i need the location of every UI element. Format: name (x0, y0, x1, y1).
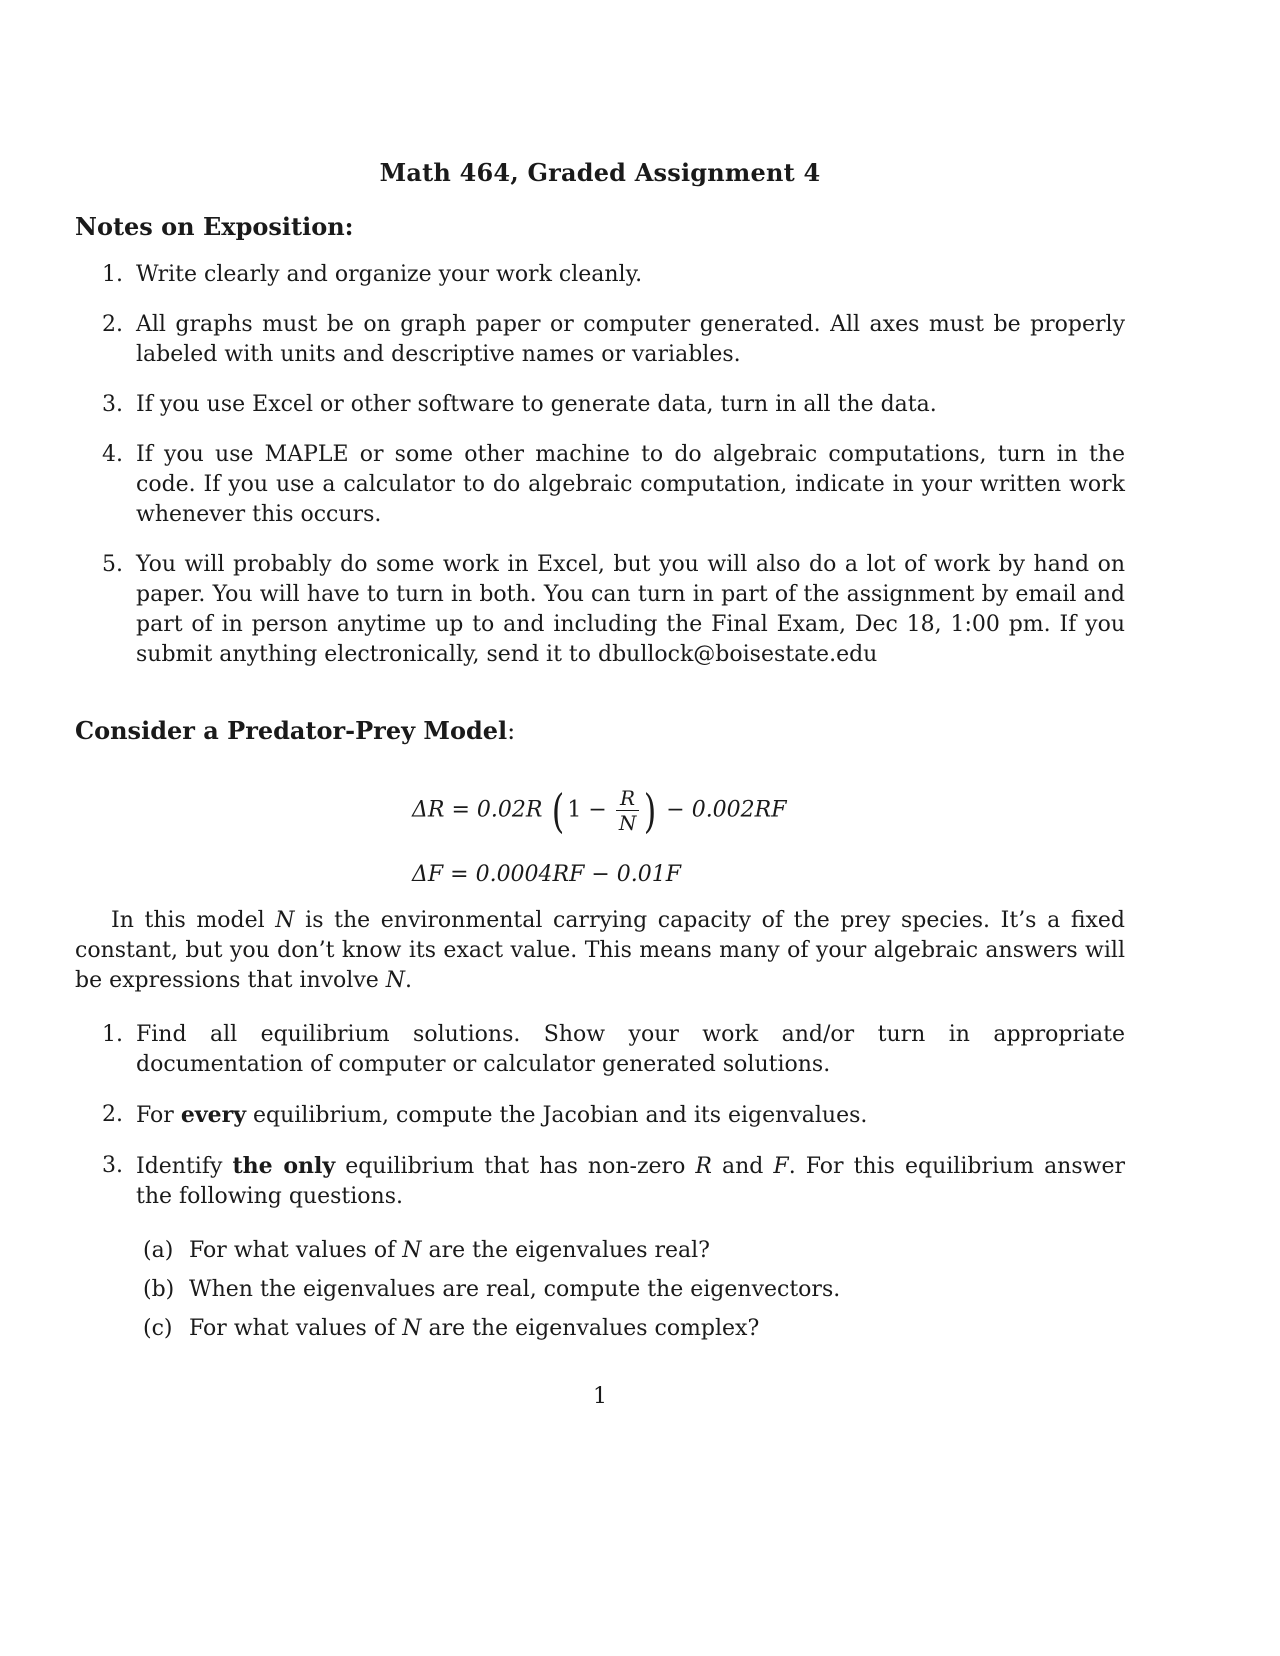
model-heading-colon: : (507, 717, 516, 745)
list-item-number: 4. (102, 442, 123, 467)
equation-lhs: ΔR = 0.02R (412, 797, 543, 823)
list-item-text: are the eigenvalues real? (421, 1238, 710, 1263)
list-item-number: 1. (102, 1022, 123, 1047)
variable-f: F (773, 1154, 789, 1179)
list-item (75, 550, 1125, 670)
sub-questions-list (143, 1236, 840, 1353)
list-item-number: 3. (102, 1153, 123, 1178)
list-item (75, 1100, 1125, 1131)
model-heading-text: Consider a Predator-Prey Model (75, 716, 508, 745)
notes-heading: Notes on Exposition: (75, 212, 354, 241)
variable-n: N (402, 1238, 422, 1263)
list-item-number: 5. (102, 552, 123, 577)
right-paren: ) (644, 783, 657, 838)
equation-tail: − 0.002RF (666, 797, 787, 823)
questions-list (75, 1020, 1125, 1232)
list-item (143, 1275, 840, 1305)
list-item-text: equilibrium, compute the Jacobian and its eigenvalues. (245, 1103, 868, 1128)
list-item-text: and (711, 1154, 774, 1179)
variable-n: N (402, 1316, 422, 1341)
variable-n: N (275, 908, 295, 933)
list-item-number: 3. (102, 392, 123, 417)
list-item (143, 1314, 840, 1344)
list-item-number: 1. (102, 262, 123, 287)
emphasis-text: the only (232, 1153, 336, 1179)
left-paren: ( (552, 783, 565, 838)
list-item (75, 1020, 1125, 1080)
list-item-text: When the eigenvalues are real, compute the eigenvectors. (189, 1277, 841, 1302)
list-item-text: Write clearly and organize your work cleanly. (136, 262, 643, 287)
page-number: 1 (593, 1384, 607, 1409)
list-item (143, 1236, 840, 1266)
fraction-numerator: R (616, 786, 640, 811)
notes-list (75, 260, 1125, 690)
page-title: Math 464, Graded Assignment 4 (379, 158, 821, 187)
fraction-denominator: N (618, 811, 637, 835)
variable-n: N (385, 968, 406, 993)
fraction (616, 786, 640, 835)
list-item-text: are the eigenvalues complex? (421, 1316, 760, 1341)
list-item-number: 2. (102, 312, 123, 337)
paragraph-text: . (405, 968, 413, 993)
list-item-text: For what values of (189, 1316, 403, 1341)
list-item-text: equilibrium that has non-zero (335, 1154, 696, 1179)
list-item-text: For (136, 1103, 181, 1128)
list-item-text: For what values of (189, 1238, 403, 1263)
list-item-number: (c) (143, 1316, 173, 1341)
list-item-text: If you use MAPLE or some other machine to do algebraic computations, turn in the code. If you use a calculator to do algebraic computation, indicate in your written work whenever this occurs. (136, 442, 1125, 527)
list-item (75, 1151, 1125, 1212)
equation-text: ΔF = 0.0004RF − 0.01F (412, 862, 682, 887)
list-item-number: (b) (143, 1277, 175, 1302)
model-paragraph (75, 906, 1125, 996)
list-item-number: (a) (143, 1238, 174, 1263)
list-item-text: If you use Excel or other software to generate data, turn in all the data. (136, 392, 937, 417)
emphasis-text: every (180, 1102, 246, 1128)
list-item (75, 390, 1125, 420)
equation-one-minus: 1 − (567, 797, 607, 823)
list-item (75, 310, 1125, 370)
list-item-text: . For this equilibrium answer the following questions. (136, 1154, 1126, 1209)
equation-delta-r (412, 783, 787, 838)
list-item-text: You will probably do some work in Excel, but you will also do a lot of work by hand on paper. You will have to turn in both. You can turn in part of the assignment by email and part of in person anytime up to and including the Final Exam, Dec 18, 1:00 pm. If you submit anything electronically, send it to dbullock@boisestate.edu (136, 552, 1125, 667)
model-heading (75, 716, 515, 745)
equation-delta-f (412, 862, 681, 887)
list-item-text: Identify (136, 1154, 233, 1179)
variable-r: R (695, 1154, 712, 1179)
list-item (75, 260, 1125, 290)
paragraph-text: In this model (111, 908, 276, 933)
list-item-number: 2. (102, 1102, 123, 1127)
list-item (75, 440, 1125, 530)
paragraph-text: is the environmental carrying capacity of the prey species. It’s a fixed constant, but you don’t know its exact value. This means many of your algebraic answers will be expressions that involve (75, 908, 1126, 993)
list-item-text: All graphs must be on graph paper or computer generated. All axes must be properly labeled with units and descriptive names or variables. (136, 312, 1125, 367)
list-item-text: Find all equilibrium solutions. Show your work and/or turn in appropriate documentation of computer or calculator generated solutions. (136, 1022, 1125, 1077)
